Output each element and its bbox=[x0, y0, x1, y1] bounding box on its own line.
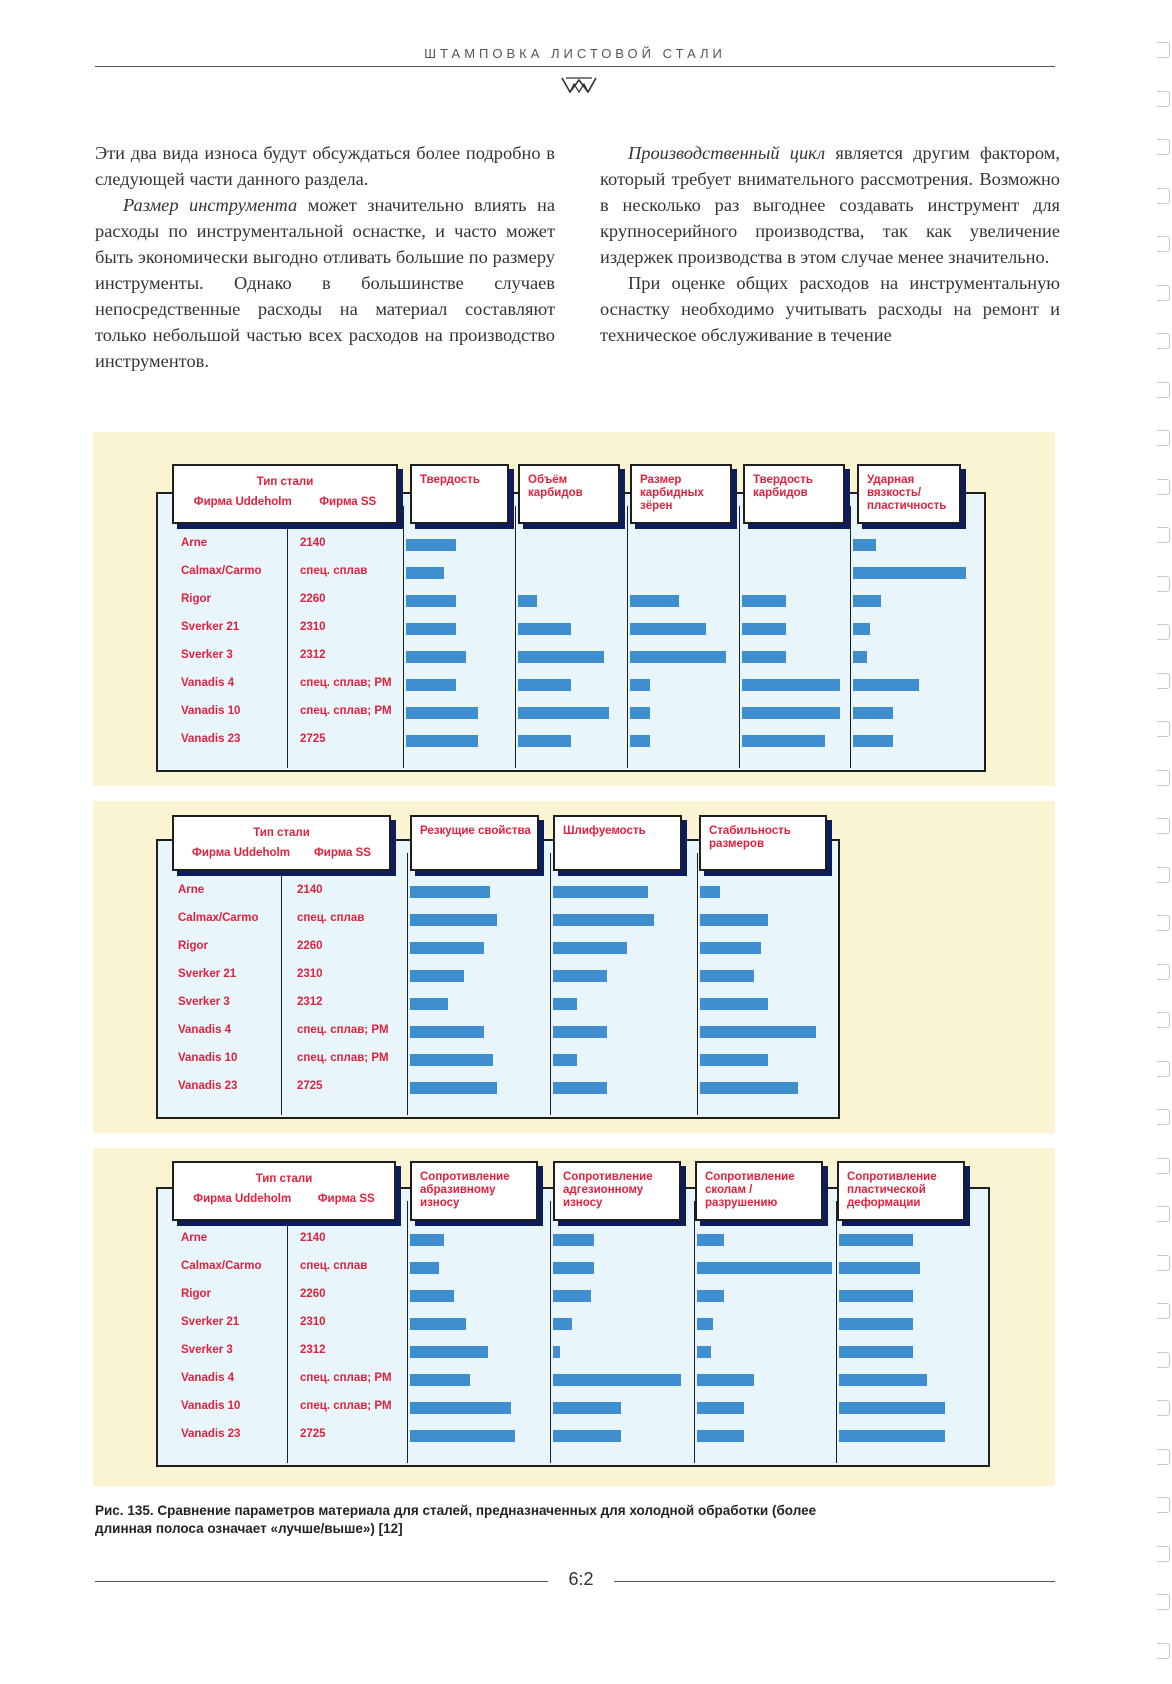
steel-name-uddeholm: Arne bbox=[178, 884, 205, 896]
steel-name-ss: спец. сплав; PM bbox=[297, 1052, 389, 1064]
property-header bbox=[857, 464, 961, 524]
property-bar bbox=[553, 1318, 572, 1330]
column-separator bbox=[281, 853, 282, 1115]
column-separator bbox=[550, 853, 551, 1115]
steel-type-columns bbox=[180, 847, 383, 860]
footer-rule-right bbox=[614, 1581, 1055, 1582]
property-bar bbox=[553, 1234, 594, 1246]
binding-ring bbox=[1157, 1546, 1170, 1562]
property-label: Размер карбидных зёрен bbox=[640, 474, 704, 512]
property-bar bbox=[410, 970, 464, 982]
property-bar bbox=[697, 1430, 744, 1442]
italic-term: Размер инструмента bbox=[123, 195, 298, 215]
property-bar bbox=[697, 1374, 754, 1386]
binding-ring bbox=[1157, 1497, 1170, 1513]
steel-name-ss: спец. сплав; PM bbox=[300, 1400, 392, 1412]
steel-name-uddeholm: Vanadis 23 bbox=[178, 1080, 238, 1092]
property-bar bbox=[853, 735, 893, 747]
property-label: Сопротивление сколам / разрушению bbox=[705, 1171, 795, 1209]
property-header bbox=[518, 464, 620, 524]
property-bar bbox=[700, 1026, 816, 1038]
property-label: Шлифуемость bbox=[563, 825, 646, 837]
text-column-left bbox=[95, 140, 555, 374]
property-bar bbox=[518, 595, 537, 607]
property-header bbox=[699, 815, 827, 871]
steel-name-ss: спец. сплав bbox=[297, 912, 365, 924]
column-separator bbox=[287, 1201, 288, 1463]
binding-ring bbox=[1157, 382, 1170, 398]
property-bar bbox=[553, 1402, 621, 1414]
property-bar bbox=[406, 623, 456, 635]
paragraph bbox=[600, 140, 1060, 270]
column-header-ss: Фирма SS bbox=[319, 496, 377, 508]
property-label: Сопротивление абразивному износу bbox=[420, 1171, 510, 1209]
property-bar bbox=[406, 595, 456, 607]
steel-name-uddeholm: Vanadis 4 bbox=[181, 1372, 235, 1384]
binding-ring bbox=[1157, 285, 1170, 301]
column-separator bbox=[515, 506, 516, 768]
property-bar bbox=[630, 595, 679, 607]
binding-ring bbox=[1157, 1400, 1170, 1416]
footer-rule-left bbox=[95, 1581, 548, 1582]
steel-name-uddeholm: Vanadis 4 bbox=[181, 677, 235, 689]
property-bar bbox=[697, 1318, 713, 1330]
column-header-uddeholm: Фирма Uddeholm bbox=[193, 496, 292, 508]
property-label: Твердость bbox=[420, 474, 480, 486]
steel-name-ss: 2725 bbox=[300, 1428, 326, 1440]
property-bar bbox=[406, 651, 466, 663]
steel-type-title: Тип стали bbox=[255, 1173, 313, 1185]
binding-ring bbox=[1157, 1158, 1170, 1174]
steel-name-uddeholm: Sverker 3 bbox=[181, 649, 233, 661]
property-bar bbox=[553, 1026, 607, 1038]
steel-type-header bbox=[172, 1161, 396, 1221]
property-bar bbox=[553, 1082, 607, 1094]
steel-name-ss: 2725 bbox=[300, 733, 326, 745]
binding-ring bbox=[1157, 1012, 1170, 1028]
steel-name-ss: спец. сплав; PM bbox=[300, 705, 392, 717]
binding-ring bbox=[1157, 1061, 1170, 1077]
property-label: Резкущие свойства bbox=[420, 825, 531, 837]
steel-name-uddeholm: Vanadis 10 bbox=[181, 1400, 241, 1412]
property-bar bbox=[406, 707, 478, 719]
property-bar bbox=[553, 998, 577, 1010]
binding-ring bbox=[1157, 964, 1170, 980]
column-separator bbox=[739, 506, 740, 768]
property-label: Сопротивление адгезионному износу bbox=[563, 1171, 653, 1209]
running-head: ШТАМПОВКА ЛИСТОВОЙ СТАЛИ bbox=[424, 46, 726, 61]
property-bar bbox=[742, 623, 786, 635]
property-bar bbox=[410, 886, 490, 898]
steel-name-uddeholm: Vanadis 23 bbox=[181, 1428, 241, 1440]
steel-name-uddeholm: Arne bbox=[181, 1232, 208, 1244]
steel-name-uddeholm: Calmax/Carmo bbox=[181, 1260, 262, 1272]
property-bar bbox=[742, 707, 840, 719]
binding-ring bbox=[1157, 1352, 1170, 1368]
property-header bbox=[743, 464, 845, 524]
property-bar bbox=[839, 1346, 913, 1358]
property-bar bbox=[406, 539, 456, 551]
property-bar bbox=[410, 1318, 466, 1330]
property-bar bbox=[853, 651, 867, 663]
property-bar bbox=[553, 914, 654, 926]
binding-ring bbox=[1157, 479, 1170, 495]
property-bar bbox=[553, 1262, 594, 1274]
property-bar bbox=[853, 707, 893, 719]
property-bar bbox=[700, 1082, 798, 1094]
property-bar bbox=[742, 651, 786, 663]
property-bar bbox=[518, 623, 571, 635]
property-bar bbox=[410, 1082, 497, 1094]
property-bar bbox=[410, 1402, 511, 1414]
property-bar bbox=[553, 1290, 591, 1302]
steel-type-title: Тип стали bbox=[253, 827, 310, 839]
property-bar bbox=[553, 886, 648, 898]
property-bar bbox=[853, 567, 966, 579]
binding-ring bbox=[1157, 139, 1170, 155]
header-rule bbox=[95, 66, 1055, 67]
page-number: 6:2 bbox=[568, 1569, 594, 1589]
property-bar bbox=[553, 1430, 621, 1442]
property-header bbox=[410, 1161, 538, 1221]
property-bar bbox=[406, 735, 478, 747]
steel-name-uddeholm: Arne bbox=[181, 537, 208, 549]
steel-name-ss: 2312 bbox=[300, 649, 326, 661]
binding-ring bbox=[1157, 915, 1170, 931]
paragraph bbox=[95, 192, 555, 374]
binding-ring bbox=[1157, 188, 1170, 204]
property-bar bbox=[700, 970, 754, 982]
steel-name-uddeholm: Calmax/Carmo bbox=[178, 912, 259, 924]
property-bar bbox=[700, 942, 761, 954]
property-bar bbox=[410, 1346, 488, 1358]
property-header bbox=[553, 815, 682, 871]
property-bar bbox=[697, 1234, 724, 1246]
property-bar bbox=[410, 1374, 470, 1386]
steel-name-ss: 2310 bbox=[300, 621, 326, 633]
steel-name-uddeholm: Vanadis 23 bbox=[181, 733, 241, 745]
steel-name-ss: 2260 bbox=[300, 1288, 326, 1300]
binding-ring bbox=[1157, 333, 1170, 349]
property-bar bbox=[700, 1054, 768, 1066]
steel-name-ss: 2140 bbox=[297, 884, 323, 896]
italic-term: Производственный цикл bbox=[628, 143, 826, 163]
property-bar bbox=[839, 1318, 913, 1330]
steel-name-ss: спец. сплав bbox=[300, 1260, 368, 1272]
steel-name-uddeholm: Sverker 3 bbox=[178, 996, 230, 1008]
steel-name-ss: 2260 bbox=[297, 940, 323, 952]
property-bar bbox=[630, 707, 650, 719]
property-label: Твердость карбидов bbox=[753, 474, 813, 499]
property-bar bbox=[839, 1234, 913, 1246]
property-bar bbox=[406, 679, 456, 691]
property-bar bbox=[697, 1290, 724, 1302]
property-header bbox=[630, 464, 732, 524]
property-bar bbox=[410, 1290, 454, 1302]
steel-type-title: Тип стали bbox=[256, 476, 314, 488]
binding-ring bbox=[1157, 1643, 1170, 1659]
property-bar bbox=[518, 651, 604, 663]
steel-name-uddeholm: Vanadis 10 bbox=[181, 705, 241, 717]
steel-name-uddeholm: Rigor bbox=[178, 940, 209, 952]
column-separator bbox=[550, 1201, 551, 1463]
binding-ring bbox=[1157, 91, 1170, 107]
property-bar bbox=[742, 679, 840, 691]
steel-name-ss: 2312 bbox=[297, 996, 323, 1008]
property-bar bbox=[410, 998, 448, 1010]
column-separator bbox=[407, 1201, 408, 1463]
binding-ring bbox=[1157, 1206, 1170, 1222]
property-bar bbox=[518, 735, 571, 747]
property-bar bbox=[518, 679, 571, 691]
binding-ring bbox=[1157, 673, 1170, 689]
figure-caption: Рис. 135. Сравнение параметров материала для сталей, предназначенных для холодной обработки (более длинная полоса означает «лучше/выше») [12] bbox=[95, 1503, 817, 1536]
steel-name-uddeholm: Sverker 21 bbox=[181, 1316, 240, 1328]
text-column-right bbox=[600, 140, 1060, 348]
property-bar bbox=[697, 1402, 744, 1414]
column-separator bbox=[697, 853, 698, 1115]
property-bar bbox=[410, 942, 484, 954]
column-separator bbox=[627, 506, 628, 768]
binding-ring bbox=[1157, 236, 1170, 252]
steel-name-uddeholm: Rigor bbox=[181, 1288, 212, 1300]
column-header-uddeholm: Фирма Uddeholm bbox=[193, 1193, 292, 1205]
property-bar bbox=[406, 567, 444, 579]
property-bar bbox=[742, 735, 825, 747]
steel-name-uddeholm: Sverker 21 bbox=[181, 621, 240, 633]
property-bar bbox=[839, 1374, 927, 1386]
steel-name-ss: 2312 bbox=[300, 1344, 326, 1356]
binding-ring bbox=[1157, 721, 1170, 737]
property-bar bbox=[853, 623, 870, 635]
steel-name-ss: спец. сплав; PM bbox=[300, 677, 392, 689]
column-separator bbox=[403, 506, 404, 768]
property-bar bbox=[410, 1262, 439, 1274]
property-header bbox=[410, 464, 509, 524]
property-header bbox=[410, 815, 539, 871]
steel-name-ss: спец. сплав; PM bbox=[300, 1372, 392, 1384]
binding-ring bbox=[1157, 576, 1170, 592]
property-bar bbox=[553, 1054, 577, 1066]
property-label: Объём карбидов bbox=[528, 474, 583, 499]
steel-type-columns bbox=[180, 1193, 388, 1206]
property-bar bbox=[853, 595, 881, 607]
property-header bbox=[837, 1161, 965, 1221]
column-header-ss: Фирма SS bbox=[317, 1193, 375, 1205]
binding-ring bbox=[1157, 867, 1170, 883]
property-bar bbox=[853, 539, 876, 551]
column-separator bbox=[850, 506, 851, 768]
steel-name-ss: 2260 bbox=[300, 593, 326, 605]
column-separator bbox=[287, 506, 288, 768]
paragraph-rest: является другим фактором, который требует внимательного рассмотрения. Возможно в несколько раз выгоднее создавать инструмент для крупносерийного производства, так как увеличение издержек производства в этом случае менее значительно. bbox=[600, 143, 1060, 267]
paragraph-rest: может значительно влиять на расходы по инструментальной оснастке, и часто может быть экономически выгодно отливать большие по размеру инструменты. Однако в большинстве случаев непосредственные расходы на материал составляют только небольшой частью всех расходов на производство инструментов. bbox=[95, 195, 556, 371]
column-separator bbox=[836, 1201, 837, 1463]
property-bar bbox=[700, 998, 768, 1010]
binding-ring bbox=[1157, 1449, 1170, 1465]
property-bar bbox=[697, 1346, 711, 1358]
steel-name-ss: 2140 bbox=[300, 1232, 326, 1244]
column-header-uddeholm: Фирма Uddeholm bbox=[192, 847, 290, 859]
property-bar bbox=[410, 1234, 444, 1246]
steel-name-ss: 2140 bbox=[300, 537, 326, 549]
property-bar bbox=[630, 735, 650, 747]
property-header bbox=[695, 1161, 823, 1221]
binding-ring bbox=[1157, 1255, 1170, 1271]
property-bar bbox=[839, 1290, 913, 1302]
property-bar bbox=[553, 1346, 560, 1358]
property-bar bbox=[410, 1054, 493, 1066]
steel-type-header bbox=[172, 815, 391, 871]
property-label: Ударная вязкость/ пластичность bbox=[867, 474, 947, 512]
property-bar bbox=[853, 679, 919, 691]
property-bar bbox=[553, 942, 627, 954]
binding-ring bbox=[1157, 527, 1170, 543]
property-bar bbox=[697, 1262, 832, 1274]
property-bar bbox=[630, 679, 650, 691]
steel-name-uddeholm: Vanadis 4 bbox=[178, 1024, 232, 1036]
paragraph: Эти два вида износа будут обсуждаться более подробно в следующей части данного раздела. bbox=[95, 143, 555, 189]
property-bar bbox=[553, 1374, 681, 1386]
property-bar bbox=[630, 651, 726, 663]
steel-name-ss: спец. сплав bbox=[300, 565, 368, 577]
steel-name-uddeholm: Rigor bbox=[181, 593, 212, 605]
property-header bbox=[553, 1161, 681, 1221]
steel-name-ss: 2725 bbox=[297, 1080, 323, 1092]
column-separator bbox=[407, 853, 408, 1115]
property-bar bbox=[700, 886, 720, 898]
property-bar bbox=[518, 707, 609, 719]
property-label: Стабильность размеров bbox=[709, 825, 791, 850]
column-header-ss: Фирма SS bbox=[313, 847, 371, 859]
paragraph: При оценке общих расходов на инструментальную оснастку необходимо учитывать расходы на ремонт и техническое обслуживание в течение bbox=[600, 273, 1060, 345]
steel-name-uddeholm: Vanadis 10 bbox=[178, 1052, 238, 1064]
property-bar bbox=[839, 1402, 945, 1414]
binding-ring bbox=[1157, 624, 1170, 640]
steel-name-uddeholm: Sverker 3 bbox=[181, 1344, 233, 1356]
column-separator bbox=[694, 1201, 695, 1463]
publisher-logo-icon bbox=[560, 74, 598, 96]
property-bar bbox=[839, 1430, 945, 1442]
spiral-binding bbox=[1154, 0, 1172, 1684]
steel-type-columns bbox=[180, 496, 390, 509]
binding-ring bbox=[1157, 42, 1170, 58]
property-bar bbox=[410, 1430, 515, 1442]
steel-name-ss: 2310 bbox=[300, 1316, 326, 1328]
binding-ring bbox=[1157, 1109, 1170, 1125]
property-bar bbox=[410, 1026, 484, 1038]
steel-name-ss: 2310 bbox=[297, 968, 323, 980]
steel-name-uddeholm: Calmax/Carmo bbox=[181, 565, 262, 577]
property-bar bbox=[553, 970, 607, 982]
property-bar bbox=[700, 914, 768, 926]
property-bar bbox=[839, 1262, 920, 1274]
steel-type-header bbox=[172, 464, 398, 524]
property-bar bbox=[742, 595, 786, 607]
binding-ring bbox=[1157, 818, 1170, 834]
steel-name-ss: спец. сплав; PM bbox=[297, 1024, 389, 1036]
binding-ring bbox=[1157, 1594, 1170, 1610]
binding-ring bbox=[1157, 770, 1170, 786]
property-label: Сопротивление пластической деформации bbox=[847, 1171, 937, 1209]
steel-name-uddeholm: Sverker 21 bbox=[178, 968, 237, 980]
binding-ring bbox=[1157, 1303, 1170, 1319]
property-bar bbox=[410, 914, 497, 926]
binding-ring bbox=[1157, 430, 1170, 446]
property-bar bbox=[630, 623, 706, 635]
